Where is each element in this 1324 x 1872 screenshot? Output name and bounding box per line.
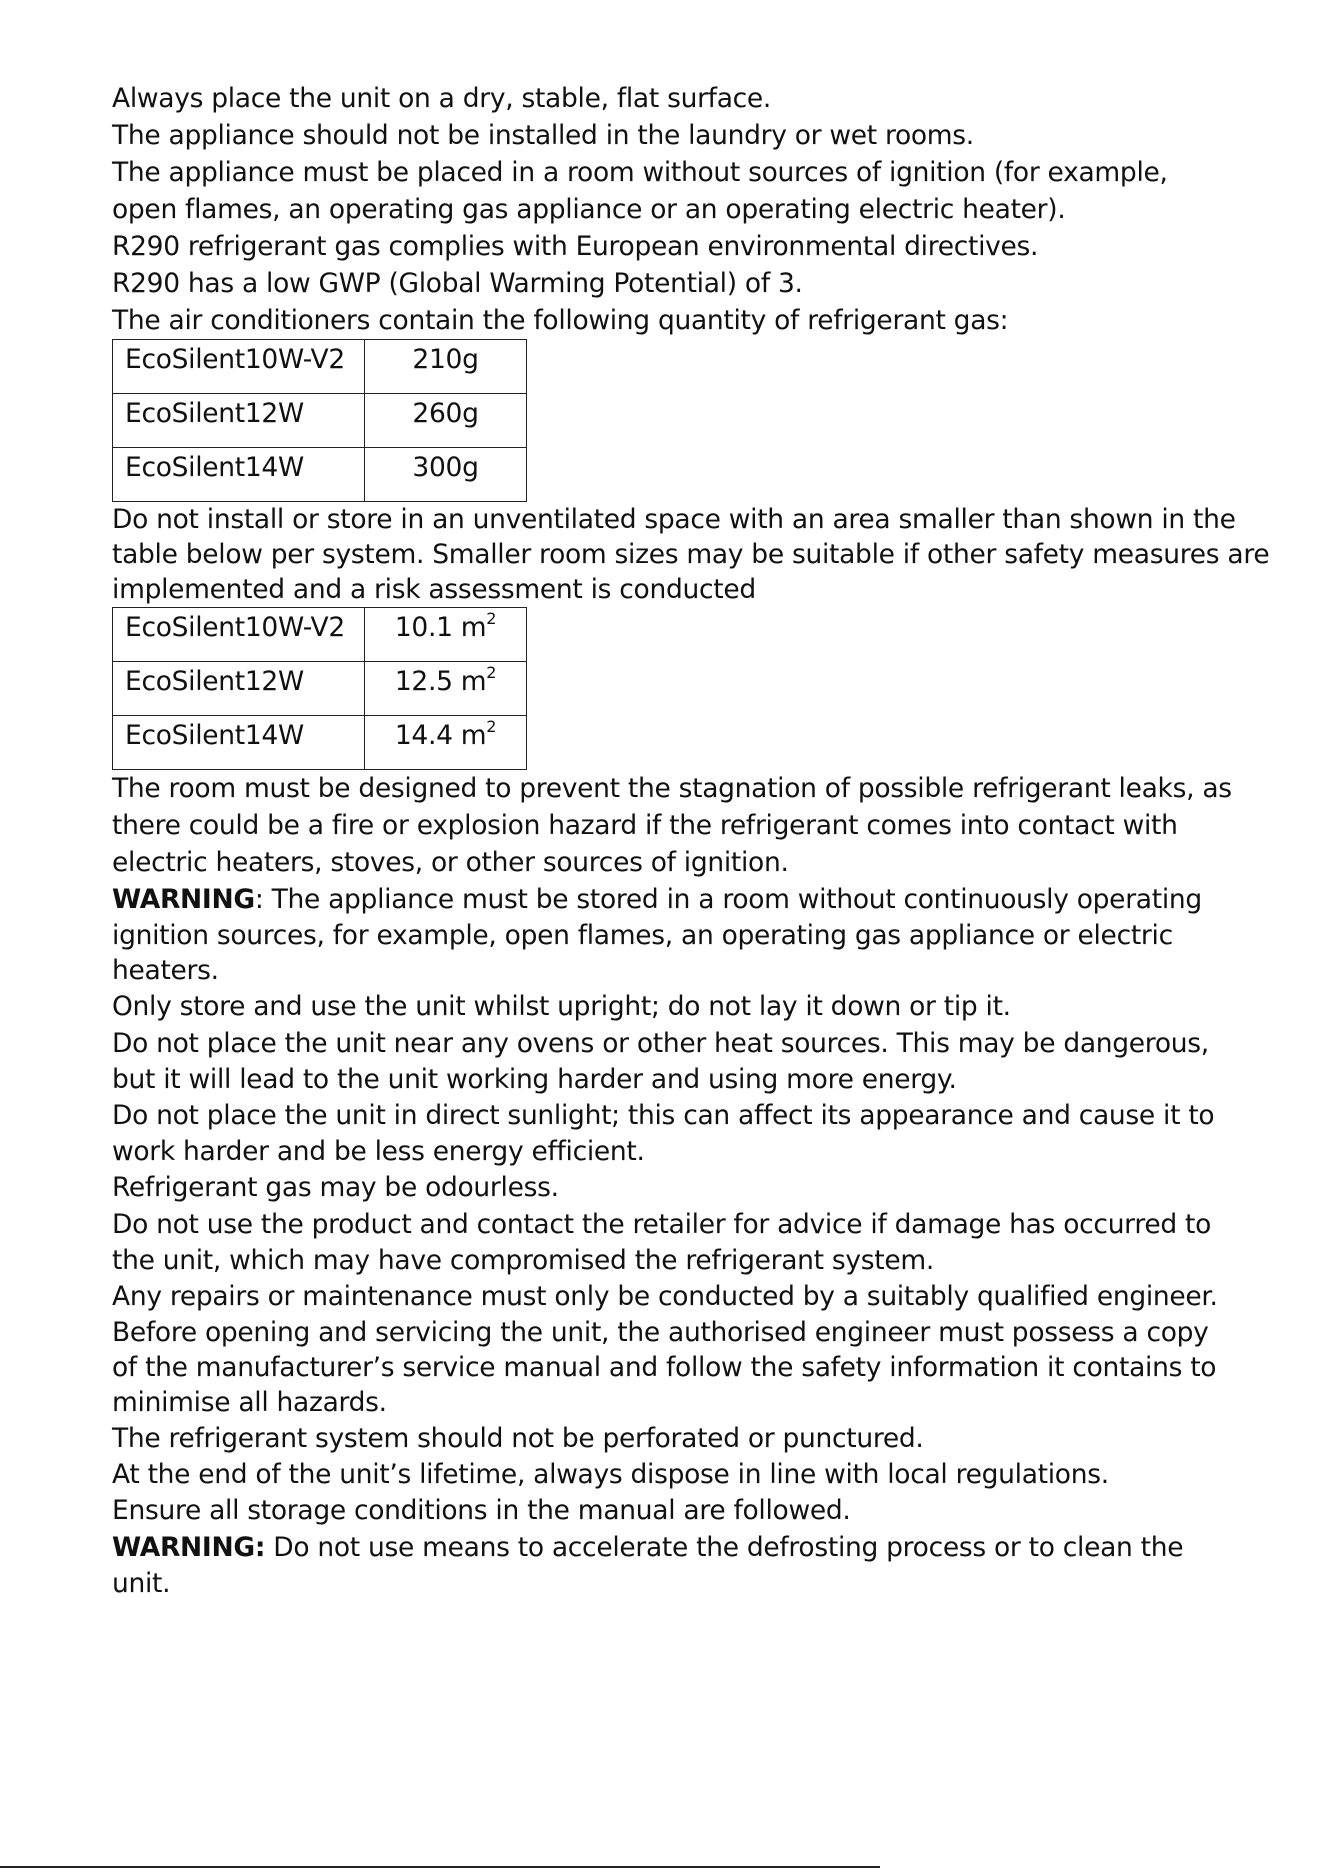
minimum-room-area-table xyxy=(112,607,527,770)
model-cell: EcoSilent10W-V2 xyxy=(113,608,365,662)
body-line: work harder and be less energy efficient. xyxy=(112,1136,645,1167)
body-line: The refrigerant system should not be perforated or punctured. xyxy=(112,1423,924,1454)
table-row xyxy=(113,608,527,662)
body-line: electric heaters, stoves, or other sources of ignition. xyxy=(112,847,789,878)
refrigerant-quantity-table xyxy=(112,339,527,502)
area-value: 10.1 m xyxy=(394,612,487,643)
table-row xyxy=(113,340,527,394)
warning-line: ignition sources, for example, open flames, an operating gas appliance or electric xyxy=(112,920,1173,951)
warning-line: unit. xyxy=(112,1568,171,1599)
body-line: the unit, which may have compromised the refrigerant system. xyxy=(112,1245,935,1276)
model-cell: EcoSilent10W-V2 xyxy=(113,340,365,394)
intro-line: Always place the unit on a dry, stable, flat surface. xyxy=(112,83,772,114)
warning-line xyxy=(112,881,1252,918)
warning-text: Do not use means to accelerate the defrosting process or to clean the xyxy=(265,1532,1184,1563)
model-cell: EcoSilent12W xyxy=(113,394,365,448)
intro-line: R290 has a low GWP (Global Warming Potential) of 3. xyxy=(112,268,803,299)
body-line: The room must be designed to prevent the stagnation of possible refrigerant leaks, as xyxy=(112,773,1232,804)
body-line: At the end of the unit’s lifetime, always dispose in line with local regulations. xyxy=(112,1459,1109,1490)
area-intro-line: Do not install or store in an unventilated space with an area smaller than shown in the xyxy=(112,504,1236,535)
area-cell xyxy=(365,662,527,716)
warning-label: WARNING: xyxy=(112,1532,266,1563)
area-unit-superscript: 2 xyxy=(486,609,497,628)
intro-line: The appliance should not be installed in the laundry or wet rooms. xyxy=(112,120,974,151)
document-page xyxy=(112,80,1270,1601)
area-intro-line: table below per system. Smaller room sizes may be suitable if other safety measures are xyxy=(112,539,1270,570)
intro-line: The air conditioners contain the following quantity of refrigerant gas: xyxy=(112,305,1009,336)
quantity-cell: 300g xyxy=(365,448,527,502)
warning-line xyxy=(112,1529,1252,1566)
area-unit-superscript: 2 xyxy=(486,717,497,736)
intro-line: The appliance must be placed in a room without sources of ignition (for example, xyxy=(112,157,1168,188)
footer-rule xyxy=(0,1866,880,1868)
warning-label: WARNING xyxy=(112,884,255,915)
body-line: there could be a fire or explosion hazard if the refrigerant comes into contact with xyxy=(112,810,1178,841)
table-row xyxy=(113,716,527,770)
body-line: Before opening and servicing the unit, the authorised engineer must possess a copy xyxy=(112,1317,1209,1348)
table-row xyxy=(113,394,527,448)
model-cell: EcoSilent12W xyxy=(113,662,365,716)
body-line: Refrigerant gas may be odourless. xyxy=(112,1172,559,1203)
quantity-cell: 260g xyxy=(365,394,527,448)
body-line: Do not place the unit near any ovens or other heat sources. This may be dangerous, xyxy=(112,1028,1209,1059)
table-row xyxy=(113,662,527,716)
body-line: of the manufacturer’s service manual and follow the safety information it contains to xyxy=(112,1352,1217,1383)
quantity-cell: 210g xyxy=(365,340,527,394)
area-value: 14.4 m xyxy=(394,720,487,751)
warning-text: : The appliance must be stored in a room without continuously operating xyxy=(254,884,1202,915)
warning-line: heaters. xyxy=(112,955,219,986)
body-line: Do not use the product and contact the retailer for advice if damage has occurred to xyxy=(112,1209,1211,1240)
body-line: Do not place the unit in direct sunlight; this can affect its appearance and cause it to xyxy=(112,1100,1215,1131)
intro-line: R290 refrigerant gas complies with European environmental directives. xyxy=(112,231,1039,262)
area-value: 12.5 m xyxy=(394,666,487,697)
intro-line: open flames, an operating gas appliance or an operating electric heater). xyxy=(112,194,1066,225)
model-cell: EcoSilent14W xyxy=(113,716,365,770)
area-intro-line: implemented and a risk assessment is conducted xyxy=(112,574,756,605)
body-line: Only store and use the unit whilst upright; do not lay it down or tip it. xyxy=(112,991,1011,1022)
body-line: minimise all hazards. xyxy=(112,1387,387,1418)
area-cell xyxy=(365,608,527,662)
body-line: Any repairs or maintenance must only be conducted by a suitably qualified engineer. xyxy=(112,1281,1218,1312)
body-line: Ensure all storage conditions in the manual are followed. xyxy=(112,1495,851,1526)
body-line: but it will lead to the unit working harder and using more energy. xyxy=(112,1064,957,1095)
area-unit-superscript: 2 xyxy=(486,663,497,682)
table-row xyxy=(113,448,527,502)
area-cell xyxy=(365,716,527,770)
model-cell: EcoSilent14W xyxy=(113,448,365,502)
